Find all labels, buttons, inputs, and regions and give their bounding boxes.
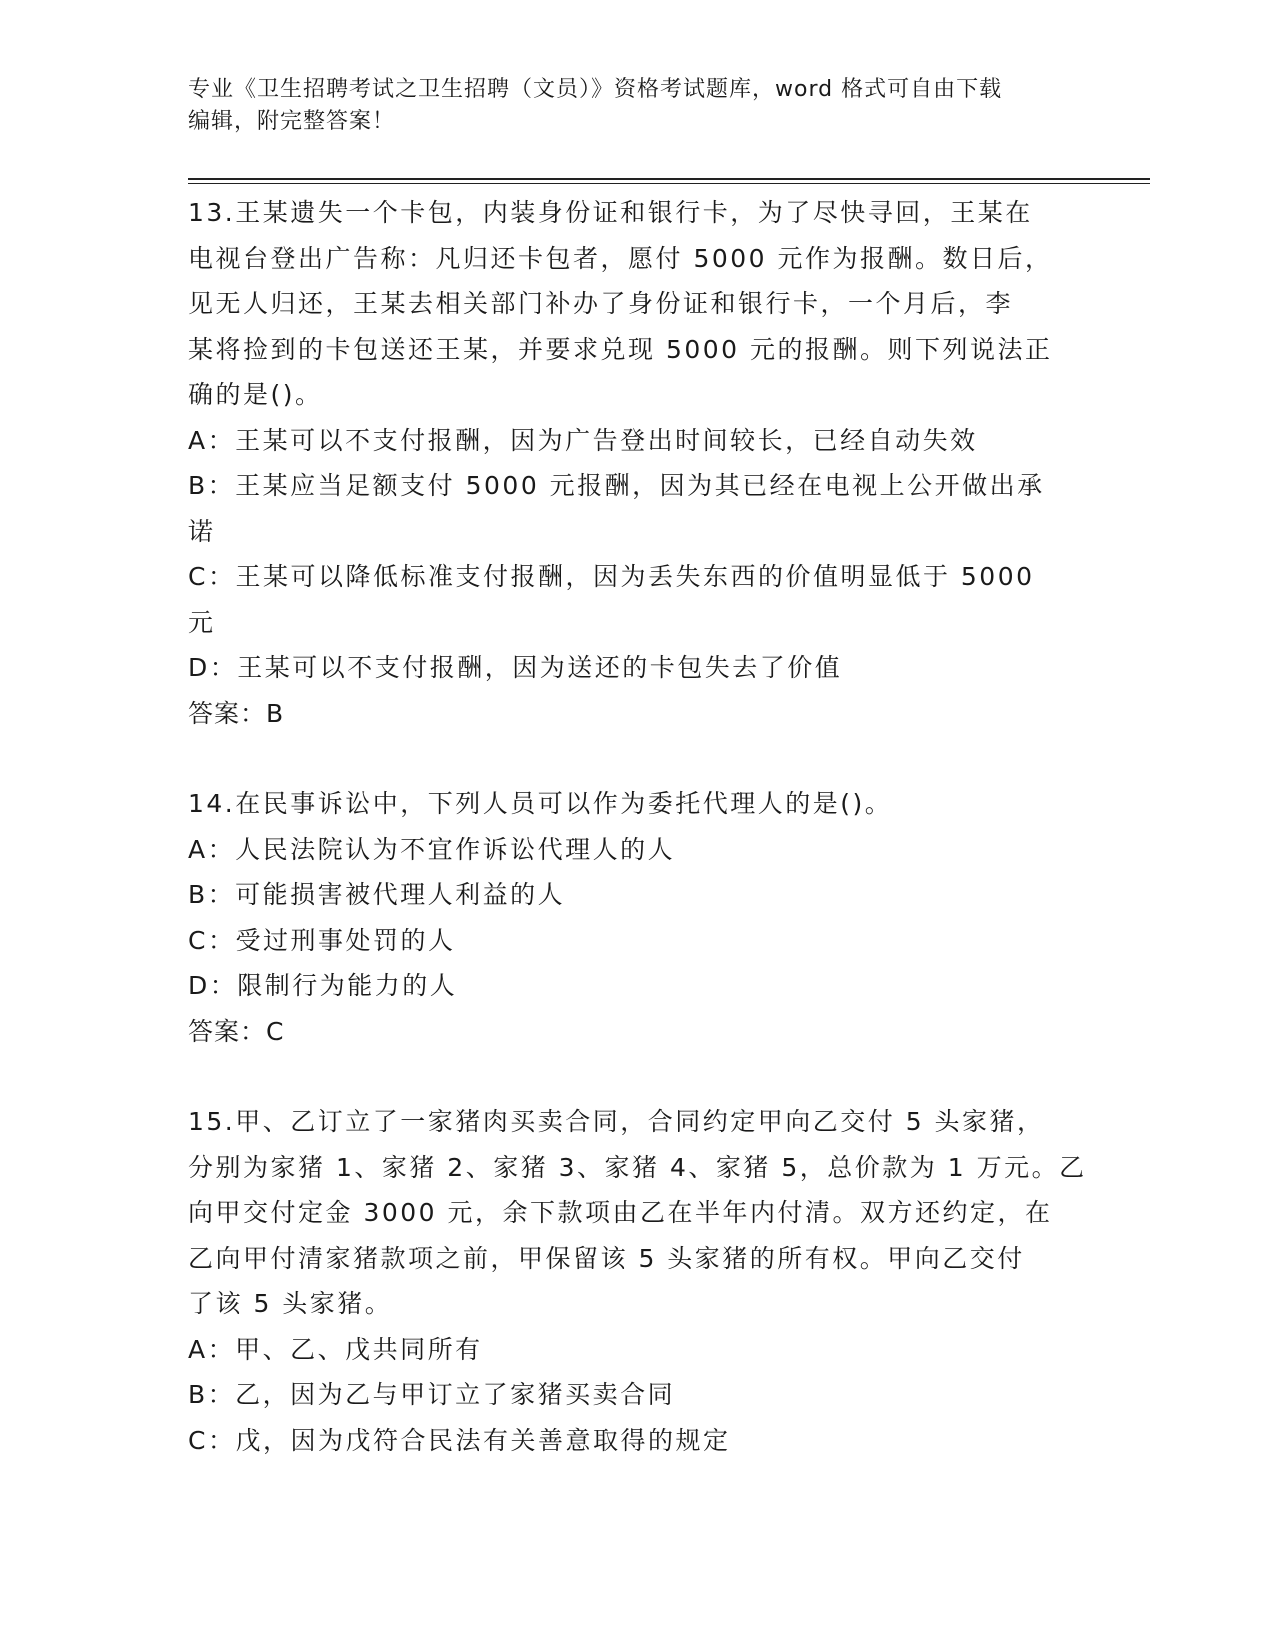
- question-stem-line: 乙向甲付清家猪款项之前，甲保留该 5 头家猪的所有权。甲向乙交付: [188, 1243, 1025, 1273]
- option-b-continued: 诺: [188, 516, 216, 546]
- option-c-continued: 元: [188, 607, 216, 637]
- question-stem-line: 电视台登出广告称：凡归还卡包者，愿付 5000 元作为报酬。数日后，: [188, 243, 1053, 273]
- question-stem-line: 向甲交付定金 3000 元，余下款项由乙在半年内付清。双方还约定，在: [188, 1198, 1053, 1227]
- header-line: 专业《卫生招聘考试之卫生招聘（文员）》资格考试题库，word 格式可自由下载: [188, 77, 1003, 102]
- option-b: B：王某应当足额支付 5000 元报酬，因为其已经在电视上公开做出承: [188, 471, 1045, 500]
- option-a: A：人民法院认为不宜作诉讼代理人的人: [188, 834, 676, 864]
- question-stem-line: 见无人归还，王某去相关部门补办了身份证和银行卡，一个月后，李: [188, 289, 1014, 318]
- header-line: 编辑，附完整答案！: [188, 109, 396, 134]
- question-spacer: [188, 1054, 1083, 1099]
- header-divider-thick: [188, 178, 1150, 180]
- question-stem-line: 了该 5 头家猪。: [188, 1289, 393, 1318]
- option-c: C：王某可以降低标准支付报酬，因为丢失东西的价值明显低于 5000: [188, 562, 1035, 591]
- question-list: [188, 190, 1087, 1463]
- question-spacer: [188, 736, 1083, 781]
- question-15: [188, 1099, 1087, 1463]
- option-a: A：王某可以不支付报酬，因为广告登出时间较长，已经自动失效: [188, 425, 978, 455]
- question-13: [188, 190, 1083, 736]
- question-stem-line: 14.在民事诉讼中，下列人员可以作为委托代理人的是()。: [188, 789, 893, 818]
- question-14: [188, 781, 1083, 1054]
- option-b: B：乙，因为乙与甲订立了家猪买卖合同: [188, 1380, 676, 1409]
- header-divider-thin: [188, 183, 1150, 184]
- option-c: C：受过刑事处罚的人: [188, 925, 456, 955]
- question-stem-line: 某将捡到的卡包送还王某，并要求兑现 5000 元的报酬。则下列说法正: [188, 334, 1053, 364]
- answer-label: 答案：C: [188, 1016, 285, 1046]
- question-stem-line: 确的是()。: [188, 380, 323, 409]
- option-a: A：甲、乙、戊共同所有: [188, 1334, 483, 1364]
- question-stem-line: 13.王某遗失一个卡包，内装身份证和银行卡，为了尽快寻回，王某在: [188, 198, 1033, 227]
- question-stem-line: 15.甲、乙订立了一家猪肉买卖合同，合同约定甲向乙交付 5 头家猪，: [188, 1107, 1045, 1136]
- option-d: D：限制行为能力的人: [188, 971, 458, 1000]
- option-d: D：王某可以不支付报酬，因为送还的卡包失去了价值: [188, 653, 843, 682]
- document-header: [188, 74, 1068, 138]
- answer-label: 答案：B: [188, 698, 285, 728]
- option-b: B：可能损害被代理人利益的人: [188, 880, 566, 909]
- question-stem-line: 分别为家猪 1、家猪 2、家猪 3、家猪 4、家猪 5，总价款为 1 万元。乙: [188, 1152, 1087, 1182]
- option-c: C：戊，因为戊符合民法有关善意取得的规定: [188, 1425, 731, 1455]
